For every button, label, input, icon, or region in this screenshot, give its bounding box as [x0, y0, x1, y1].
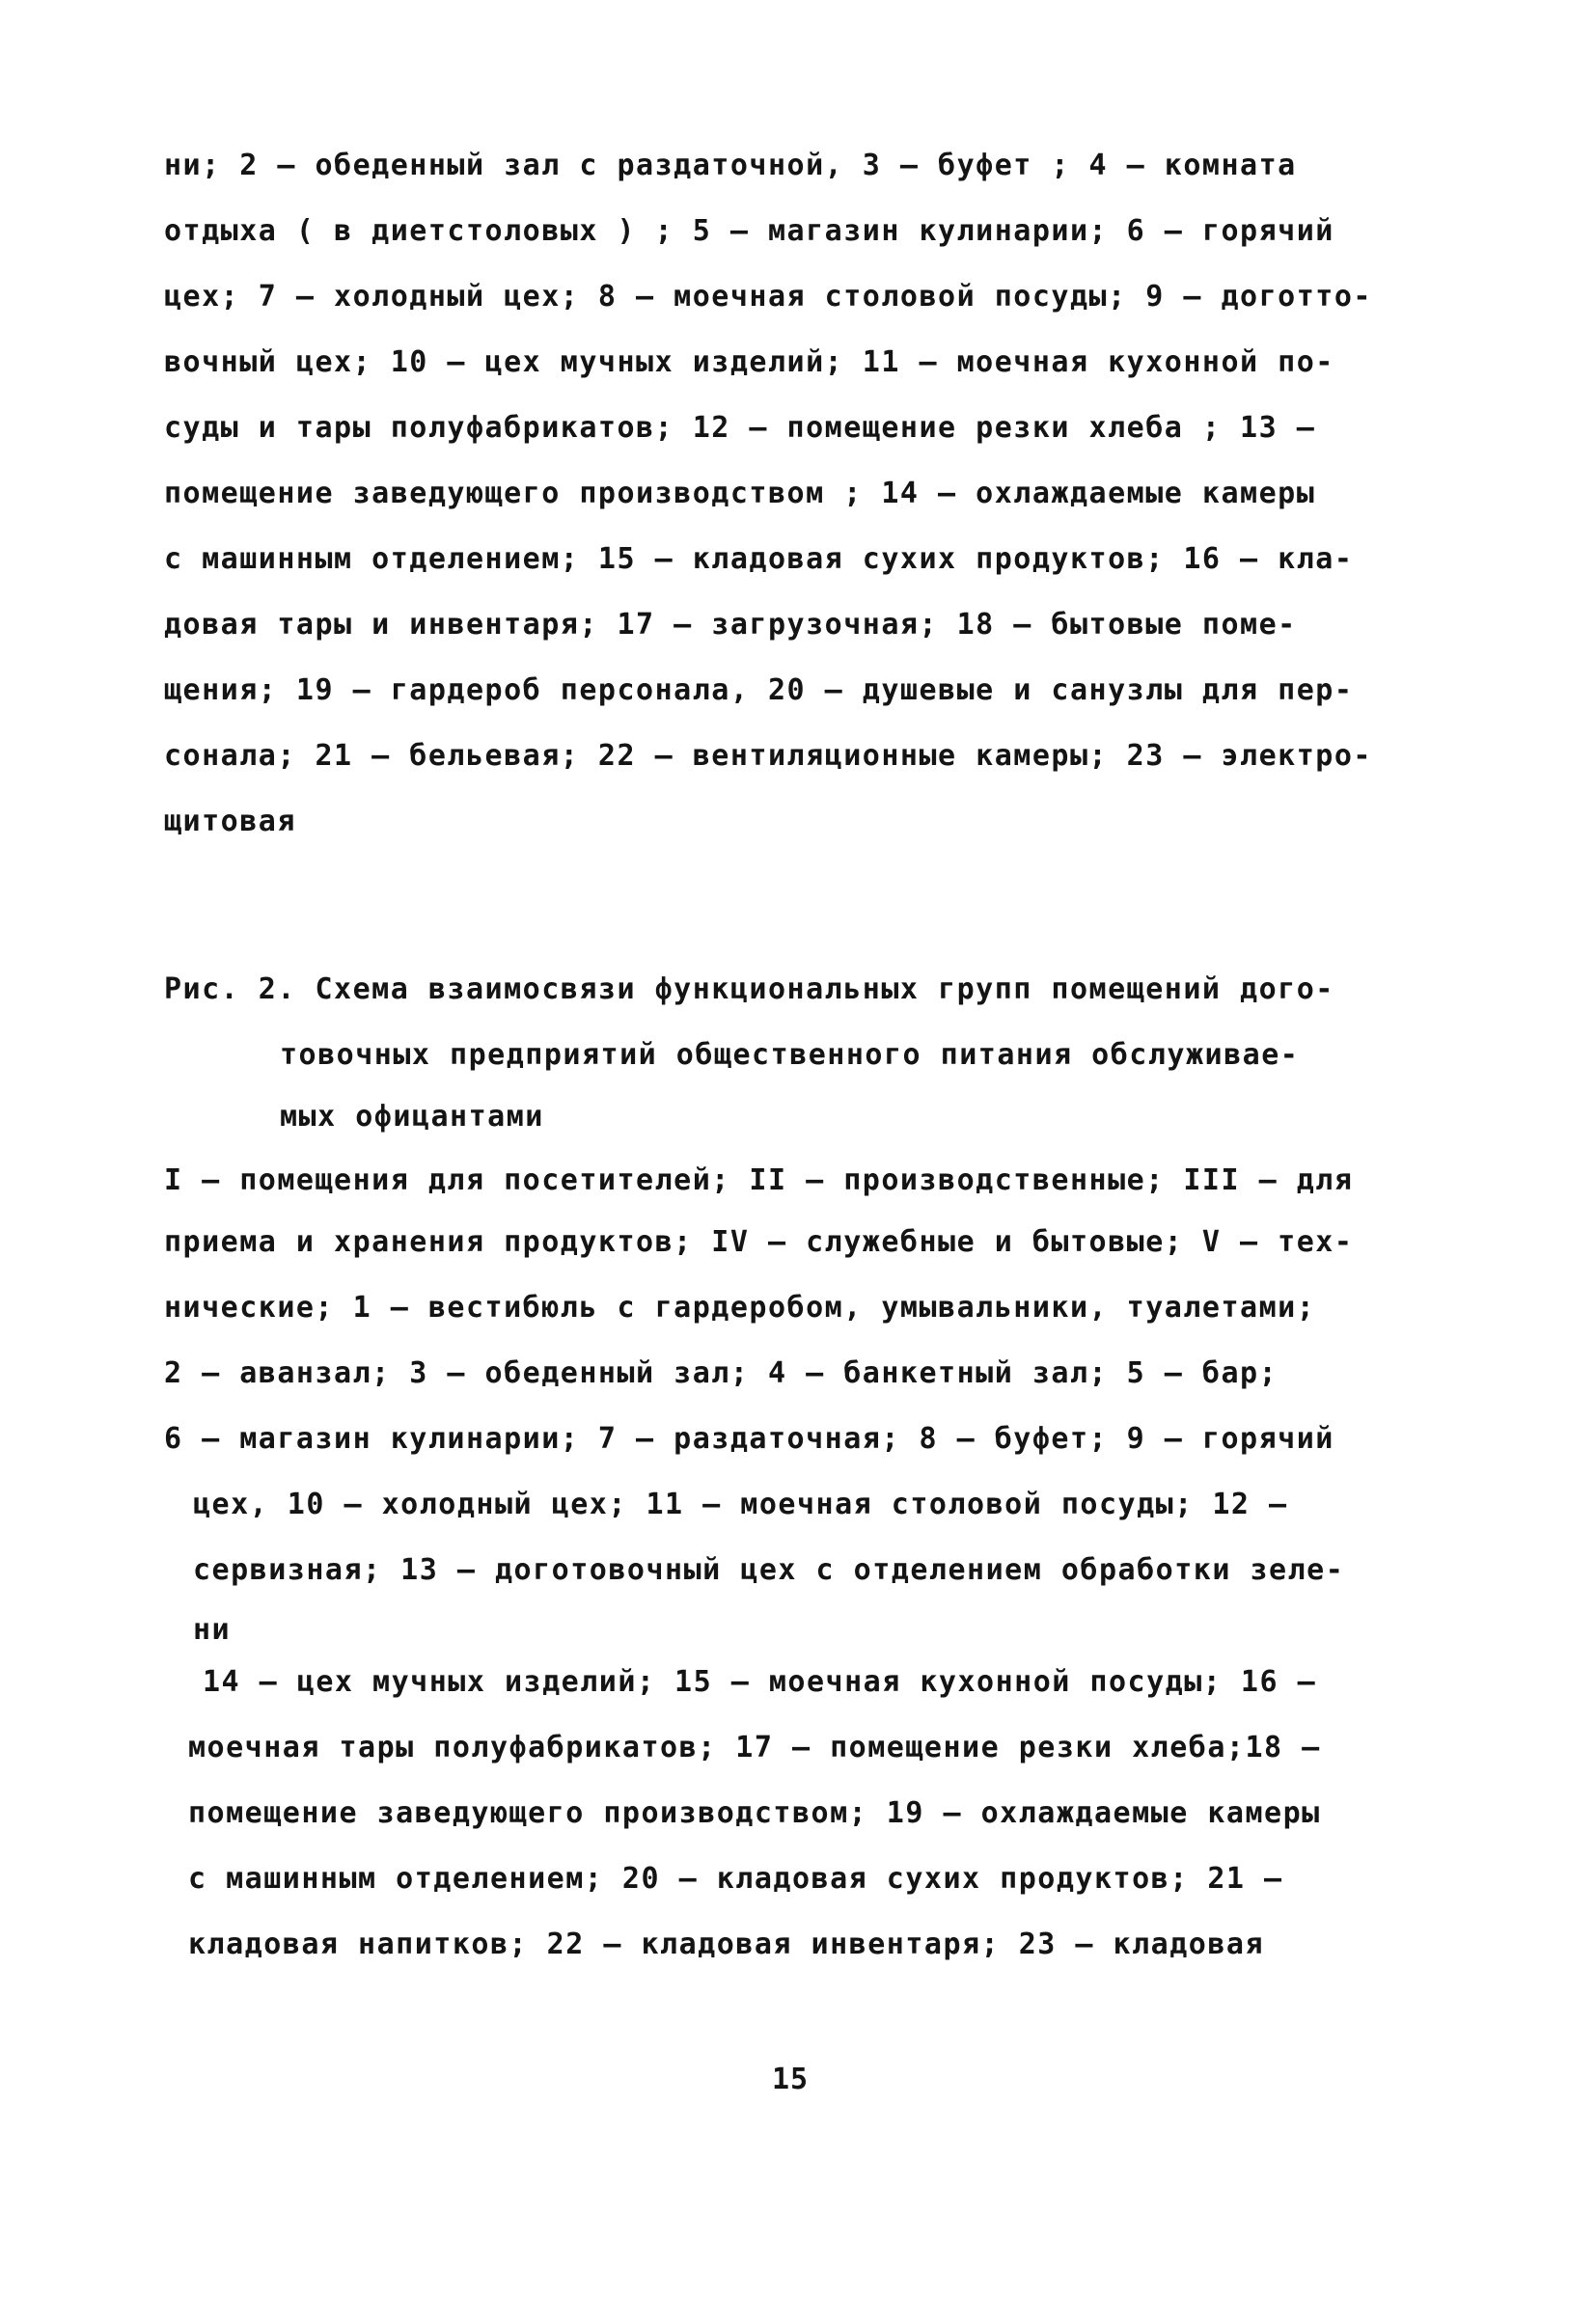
legend-line: нические; 1 – вестибюль с гардеробом, умывальники, туалетами;	[164, 1291, 1316, 1325]
legend-line: кладовая напитков; 22 – кладовая инвентаря; 23 – кладовая	[188, 1928, 1265, 1961]
legend-line: цех, 10 – холодный цех; 11 – моечная столовой посуды; 12 –	[193, 1488, 1288, 1521]
legend-line: приема и хранения продуктов; IV – служебные и бытовые; V – тех-	[164, 1225, 1354, 1259]
text-line: сонала; 21 – бельевая; 22 – вентиляционные камеры; 23 – электро-	[164, 739, 1372, 773]
text-line: цех; 7 – холодный цех; 8 – моечная столовой посуды; 9 – доготто-	[164, 280, 1372, 314]
text-line: щения; 19 – гардероб персонала, 20 – душевые и санузлы для пер-	[164, 673, 1354, 707]
text-line: суды и тары полуфабрикатов; 12 – помещение резки хлеба ; 13 –	[164, 411, 1316, 445]
text-line: помещение заведующего производством ; 14 – охлаждаемые камеры	[164, 477, 1316, 510]
text-line: отдыха ( в диетстоловых ) ; 5 – магазин кулинарии; 6 – горячий	[164, 214, 1334, 248]
legend-line: моечная тары полуфабрикатов; 17 – помещение резки хлеба;18 –	[188, 1731, 1321, 1764]
text-line: вочный цех; 10 – цех мучных изделий; 11 – моечная кухонной по-	[164, 345, 1334, 379]
legend-line: помещение заведующего производством; 19 – охлаждаемые камеры	[188, 1796, 1321, 1830]
legend-line: 6 – магазин кулинарии; 7 – раздаточная; 8 – буфет; 9 – горячий	[164, 1422, 1334, 1456]
text-line: ни; 2 – обеденный зал с раздаточной, 3 – буфет ; 4 – комната	[164, 149, 1297, 182]
text-line: довая тары и инвентаря; 17 – загрузочная; 18 – бытовые поме-	[164, 608, 1297, 642]
text-line: щитовая	[164, 805, 296, 838]
legend-line: 14 – цех мучных изделий; 15 – моечная кухонной посуды; 16 –	[203, 1665, 1317, 1699]
legend-line: сервизная; 13 – доготовочный цех с отделением обработки зеле-	[193, 1553, 1345, 1587]
legend-line: 2 – аванзал; 3 – обеденный зал; 4 – банкетный зал; 5 – бар;	[164, 1356, 1279, 1390]
legend-line: ни	[193, 1613, 232, 1647]
figure-caption-line: товочных предприятий общественного питания обслуживае-	[280, 1038, 1300, 1072]
page-number: 15	[772, 2063, 810, 2096]
legend-line: с машинным отделением; 20 – кладовая сухих продуктов; 21 –	[188, 1862, 1283, 1896]
text-line: с машинным отделением; 15 – кладовая сухих продуктов; 16 – кла-	[164, 542, 1354, 576]
figure-caption-line: мых офицантами	[280, 1100, 544, 1134]
figure-caption-line: Рис. 2. Схема взаимосвязи функциональных групп помещений дого-	[164, 972, 1334, 1006]
legend-line: I – помещения для посетителей; II – производственные; III – для	[164, 1163, 1354, 1197]
